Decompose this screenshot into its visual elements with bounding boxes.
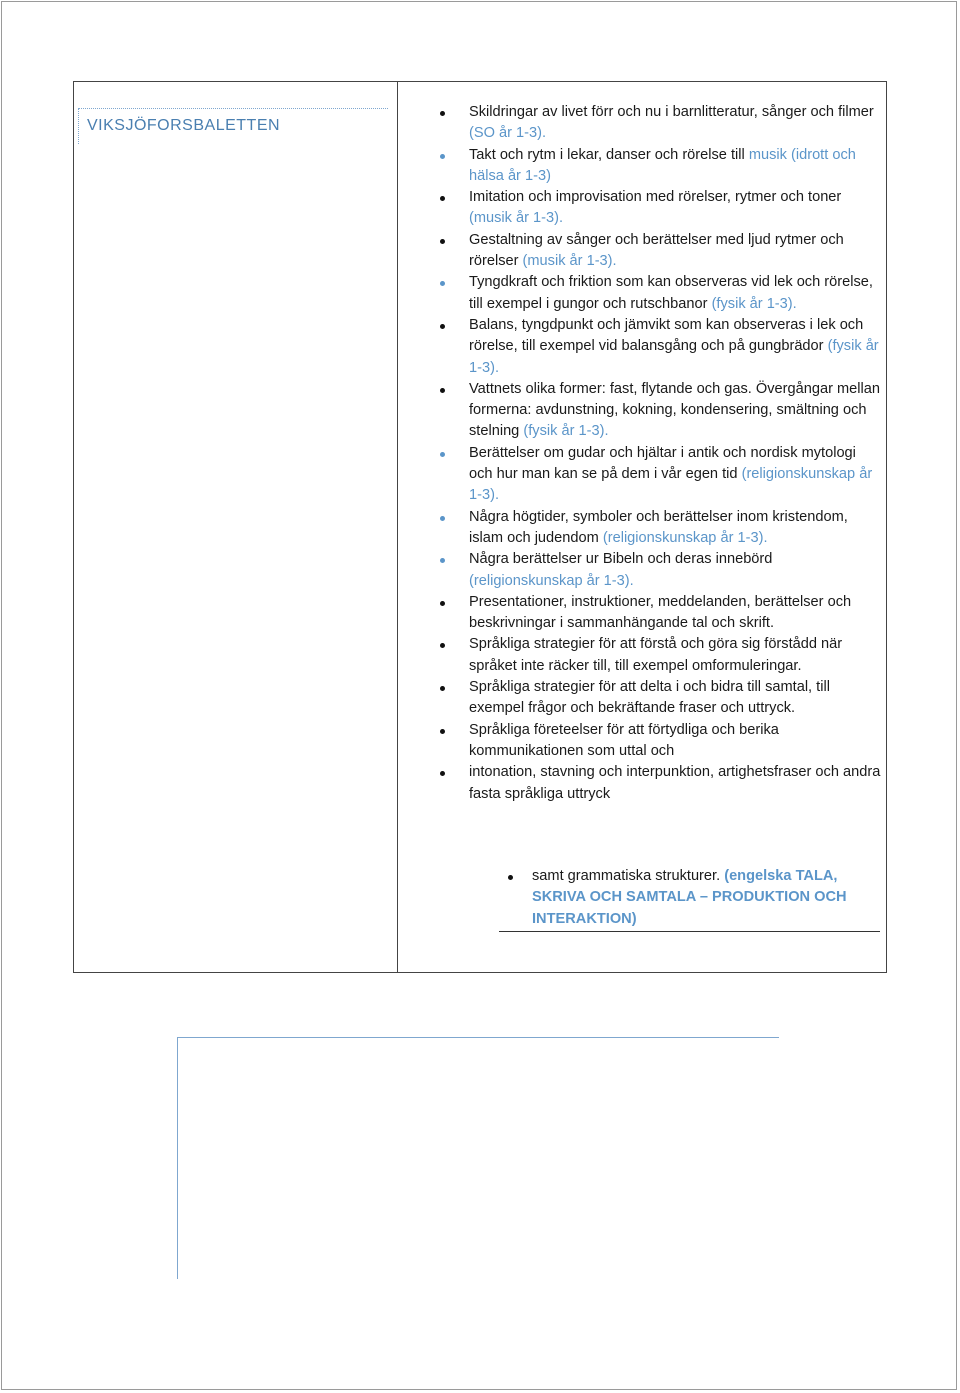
curriculum-list — [396, 102, 881, 805]
list-item-text: Språkliga strategier för att förstå och göra sig förstådd när språket inte räcker till, till exempel omformuleringar. — [469, 636, 843, 674]
curriculum-sub-list — [500, 866, 880, 930]
bullet-icon — [440, 154, 445, 159]
list-item — [396, 272, 881, 315]
list-item — [396, 762, 881, 805]
list-item-text: Språkliga strategier för att delta i och bidra till samtal, till exempel frågor och bekräftande fraser och uttryck. — [469, 679, 830, 717]
list-item-text: Skildringar av livet förr och nu i barnlitteratur, sånger och filmer — [469, 104, 874, 120]
list-item — [396, 379, 881, 443]
list-item-ref: (religionskunskap år 1-3). — [469, 466, 873, 504]
list-item-text: intonation, stavning och interpunktion, artighetsfraser och andra fasta språkliga uttryck — [469, 764, 881, 802]
sub-item-ref: (engelska TALA, SKRIVA OCH SAMTALA – PRODUKTION OCH INTERAKTION) — [532, 868, 847, 927]
bullet-icon — [440, 601, 445, 606]
list-item — [396, 443, 881, 507]
list-item-text: Några högtider, symboler och berättelser inom kristendom, islam och judendom — [469, 508, 848, 546]
sub-list-item — [500, 866, 880, 930]
list-item-ref: (fysik år 1-3). — [711, 295, 797, 312]
bullet-icon — [440, 196, 445, 201]
list-item-text: Balans, tyngdpunkt och jämvikt som kan observeras i lek och rörelse, till exempel vid balansgång och på gungbrädor — [469, 316, 864, 355]
list-item-ref: musik (idrott och hälsa år 1-3) — [469, 146, 856, 184]
bullet-icon — [440, 516, 445, 521]
list-item-ref: (fysik år 1-3). — [523, 423, 609, 440]
list-item — [396, 315, 881, 379]
underline-rule — [499, 931, 880, 932]
list-item-text: Vattnets olika former: fast, flytande och gas. Övergångar mellan formerna: avdunstning, kokning, kondensering, smältning och stelning — [469, 380, 880, 440]
bullet-icon — [440, 388, 445, 393]
list-item-text: Berättelser om gudar och hjältar i antik och nordisk mytologi och hur man kan se på dem i vår egen tid — [469, 444, 856, 483]
list-item — [396, 230, 881, 273]
list-item — [396, 592, 881, 635]
list-item — [396, 102, 881, 145]
bullet-icon — [440, 281, 445, 286]
list-item-text: Språkliga företeelser för att förtydliga och berika kommunikationen som uttal och — [469, 721, 779, 759]
bullet-icon — [440, 771, 445, 776]
list-item — [396, 634, 881, 677]
list-item-text: Några berättelser ur Bibeln och deras innebörd — [469, 551, 773, 568]
list-item-ref: (religionskunskap år 1-3). — [469, 572, 634, 589]
document-title: VIKSJÖFORSBALETTEN — [87, 117, 281, 134]
sub-item-text: samt grammatiska strukturer. — [532, 868, 725, 884]
empty-box-top-border — [177, 1037, 779, 1038]
list-item-text: Takt och rytm i lekar, danser och rörelse till — [469, 146, 749, 163]
bullet-icon — [440, 324, 445, 329]
list-item — [396, 145, 881, 188]
list-item-ref: (musik år 1-3). — [522, 253, 617, 270]
list-item — [396, 187, 881, 230]
list-item-ref: (musik år 1-3). — [469, 210, 564, 227]
list-item — [396, 720, 881, 763]
bullet-icon — [440, 558, 445, 563]
list-item — [396, 507, 881, 550]
list-item-ref: (fysik år 1-3). — [469, 338, 879, 376]
list-item-ref: (SO år 1-3). — [469, 125, 547, 142]
bullet-icon — [508, 875, 513, 880]
bullet-icon — [440, 686, 445, 691]
bullet-icon — [440, 111, 445, 116]
list-item — [396, 677, 881, 720]
list-item — [396, 549, 881, 592]
bullet-icon — [440, 643, 445, 648]
bullet-icon — [440, 239, 445, 244]
list-item-text: Imitation och improvisation med rörelser, rytmer och toner — [469, 189, 842, 206]
list-item-text: Presentationer, instruktioner, meddelanden, berättelser och beskrivningar i sammanhängande tal och skrift. — [469, 593, 852, 632]
empty-box-left-border — [177, 1037, 178, 1279]
title-cell — [78, 108, 388, 144]
bullet-icon — [440, 452, 445, 457]
list-item-text: Gestaltning av sånger och berättelser med ljud rytmer och rörelser — [469, 231, 844, 270]
list-item-text: Tyngdkraft och friktion som kan observeras vid lek och rörelse, till exempel i gungor och rutschbanor — [469, 274, 873, 312]
list-item-ref: (religionskunskap år 1-3). — [602, 529, 768, 546]
bullet-icon — [440, 729, 445, 734]
